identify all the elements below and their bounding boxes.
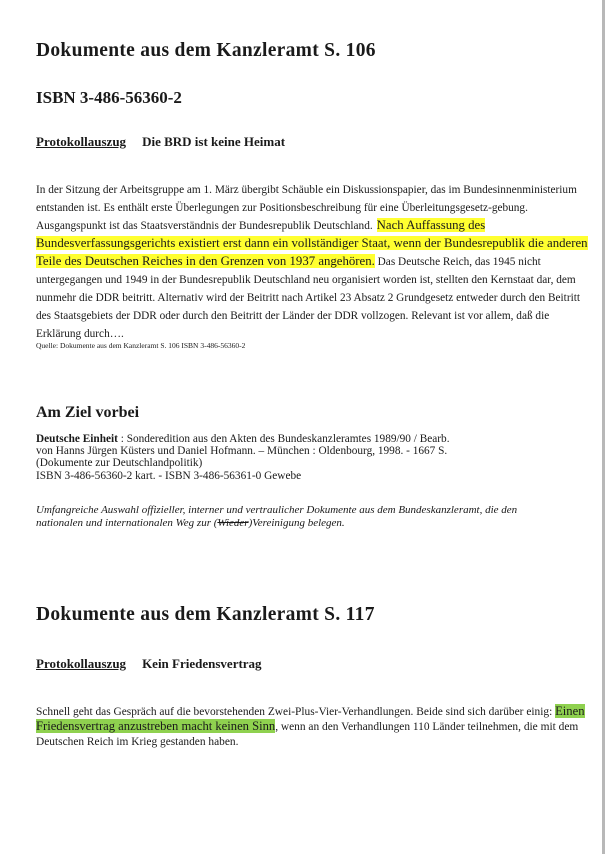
protokoll-title: Kein Friedensvertrag bbox=[142, 656, 262, 671]
struck-word: Wieder bbox=[217, 517, 249, 530]
section1-rest-text: Das Deutsche Reich, das 1945 nicht untergegangen und 1949 in der Bundesrepublik Deutschland neu organisiert worden ist, stellten den Kernstaat dar, dem nunmehr die DDR beitritt. Alternativ wird der Beitritt nach Artikel 23 Absatz 2 Grundgesetz entweder durch den Beitritt des Staatsgebiets der DDR oder durch den Beitritt der Länder der DDR vollzogen. Relevant ist vor allem, daß die Erklärung durch…. bbox=[36, 256, 580, 340]
bibliography-bold-title: Deutsche Einheit bbox=[36, 433, 118, 445]
section3-highlighted-text: Einen Friedensvertrag anzustreben macht keinen Sinn bbox=[36, 704, 585, 734]
section3-protokoll-heading bbox=[36, 656, 591, 672]
section1-highlighted-text: Nach Auffassung des Bundesverfassungsgerichts existiert erst dann ein vollständiger Staat, wenn der Bundesrepublik die anderen Teile des Deutschen Reiches in den Grenzen von 1937 angehören. bbox=[36, 218, 588, 268]
section1-protokoll-heading bbox=[36, 134, 591, 150]
section1-paragraph bbox=[36, 180, 591, 342]
section1-title: Dokumente aus dem Kanzleramt S. 106 bbox=[36, 40, 376, 61]
bibliography-line1: Deutsche Einheit : Sonderedition aus den Akten des Bundeskanzleramtes 1989/90 / Bearb. bbox=[36, 433, 450, 445]
section1-intro-text: In der Sitzung der Arbeitsgruppe am 1. März übergibt Schäuble ein Diskussionspapier, das im Bundesinnenministerium entstanden ist. Es enthält erste Überlegungen zur Positionsbeschreibung für eine Überleitungsgesetz-gebung. Ausgangspunkt ist das Staatsverständnis der Bundesrepublik Deutschland. bbox=[36, 184, 577, 232]
italic-note-line1: Umfangreiche Auswahl offizieller, interner und vertraulicher Dokumente aus dem Bundeskanzleramt, die den bbox=[36, 504, 518, 516]
bibliography bbox=[36, 433, 591, 482]
section1-source: Quelle: Dokumente aus dem Kanzleramt S. 106 ISBN 3-486-56360-2 bbox=[36, 341, 246, 350]
protokoll-label: Protokollauszug bbox=[36, 656, 127, 671]
section3-rest-text: , wenn an den Verhandlungen 110 Länder teilnehmen, die mit dem Deutschen Reich im Krieg gestanden haben. bbox=[36, 721, 579, 748]
italic-note-line2: nationalen und internationalen Weg zur (Wieder)Vereinigung belegen. bbox=[36, 517, 345, 530]
section1-isbn: ISBN 3-486-56360-2 bbox=[36, 88, 182, 107]
bibliography-line3: (Dokumente zur Deutschlandpolitik) bbox=[36, 457, 203, 470]
section3-intro-text: Schnell geht das Gespräch auf die bevorstehenden Zwei-Plus-Vier-Verhandlungen. Beide sind sich darüber einig: bbox=[36, 706, 556, 718]
protokoll-title: Die BRD ist keine Heimat bbox=[142, 134, 286, 149]
bibliography-line2: von Hanns Jürgen Küsters und Daniel Hofmann. – München : Oldenbourg, 1998. - 1667 S. bbox=[36, 445, 448, 458]
italic-note bbox=[36, 504, 591, 530]
protokoll-label: Protokollauszug bbox=[36, 134, 127, 149]
section2-title: Am Ziel vorbei bbox=[36, 404, 140, 421]
bibliography-line4: ISBN 3-486-56360-2 kart. - ISBN 3-486-56361-0 Gewebe bbox=[36, 469, 302, 482]
section3-title: Dokumente aus dem Kanzleramt S. 117 bbox=[36, 604, 375, 625]
section3-paragraph bbox=[36, 704, 591, 749]
